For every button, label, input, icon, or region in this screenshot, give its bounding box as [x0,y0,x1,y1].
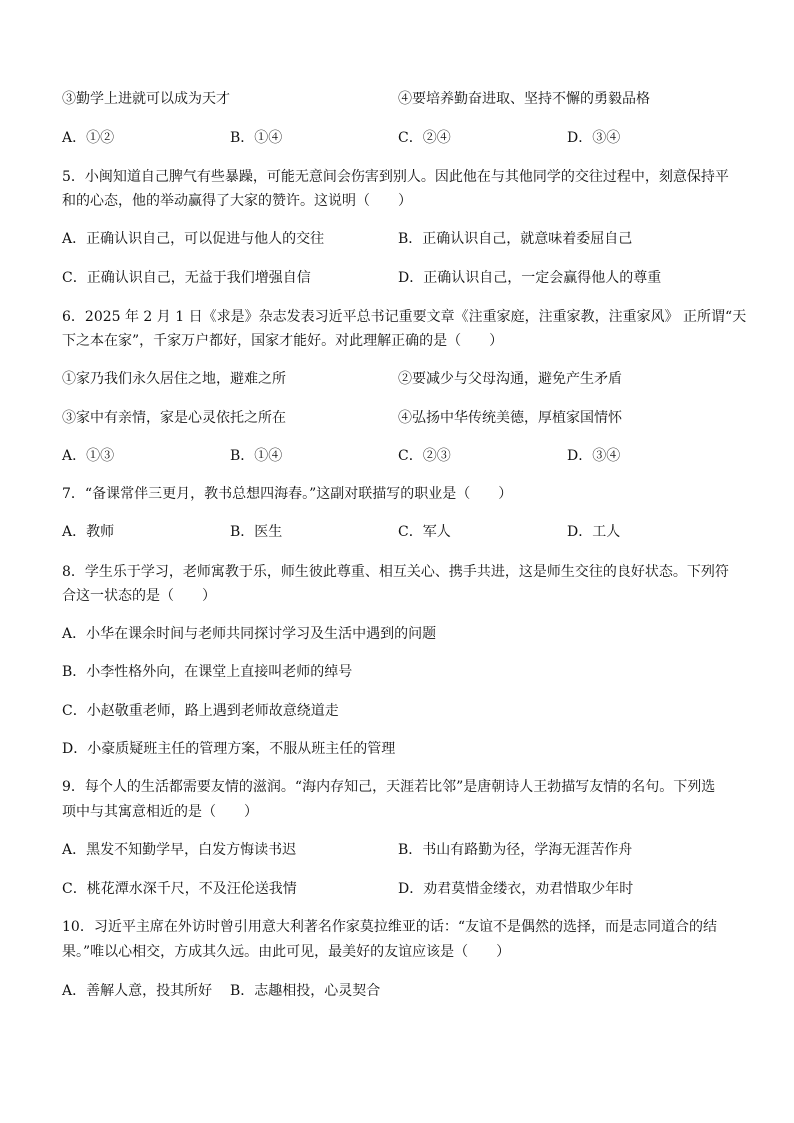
q6-option-3: ③家中有亲情，家是心灵依托之所在 [62,410,286,426]
q9-choice-b[interactable]: B．书山有路勤为径，学海无涯苦作舟 [398,842,633,858]
q7-choice-c[interactable]: C．军人 [398,524,451,540]
q5-stem-line-2: 和的心态，他的举动赢得了大家的赞许。这说明（ ） [62,193,412,209]
q4-choice-c[interactable]: C．②④ [398,130,451,146]
q6-choice-c[interactable]: C．②③ [398,448,451,464]
q4-choice-b[interactable]: B．①④ [230,130,283,146]
q7-choice-b[interactable]: B．医生 [230,524,283,540]
q6-choice-a[interactable]: A．①③ [62,448,115,464]
q10-stem-line-2: 果。”唯以心相交，方成其久远。由此可见，最美好的友谊应该是（ ） [62,944,511,960]
q4-option-4: ④要培养勤奋进取、坚持不懈的勇毅品格 [398,91,650,107]
q8-choice-b[interactable]: B．小李性格外向，在课堂上直接叫老师的绰号 [62,664,353,680]
q8-choice-d[interactable]: D．小豪质疑班主任的管理方案，不服从班主任的管理 [62,741,396,757]
q6-choices [62,446,742,466]
q5-choice-a[interactable]: A．正确认识自己，可以促进与他人的交往 [62,231,325,247]
q4-choices [62,128,742,148]
q7-choices [62,522,742,542]
q10-choice-a[interactable]: A．善解人意，投其所好 [62,983,213,999]
q4-options-row-2 [62,89,742,109]
q9-choices-row-2 [62,879,742,899]
q6-option-4: ④弘扬中华传统美德，厚植家国情怀 [398,410,622,426]
q5-stem-line-1: 5．小闽知道自己脾气有些暴躁，可能无意间会伤害到别人。因此他在与其他同学的交往过程中，刻意保持平 [62,169,729,185]
q8-choice-a[interactable]: A．小华在课余时间与老师共同探讨学习及生活中遇到的问题 [62,626,437,642]
q6-stem-line-2: 下之本在家”，千家万户都好，国家才能好。对此理解正确的是（ ） [62,333,504,349]
q6-options-row-2 [62,408,742,428]
q8-stem-line-2: 合这一状态的是（ ） [62,588,216,604]
q6-choice-b[interactable]: B．①④ [230,448,283,464]
q6-option-2: ②要减少与父母沟通，避免产生矛盾 [398,371,622,387]
q10-choice-b[interactable]: B．志趣相投，心灵契合 [230,983,381,999]
q6-options-row-1 [62,369,742,389]
q9-choices-row-1 [62,840,742,860]
q9-choice-d[interactable]: D．劝君莫惜金缕衣，劝君惜取少年时 [398,881,634,897]
q10-stem-line-1: 10．习近平主席在外访时曾引用意大利著名作家莫拉维亚的话：“友谊不是偶然的选择，而是志同道合的结 [62,919,717,935]
q10-choices [62,981,742,1001]
q8-stem-line-1: 8．学生乐于学习，老师寓教于乐，师生彼此尊重、相互关心、携手共进，这是师生交往的良好状态。下列符 [62,564,729,580]
q5-choices-row-1 [62,229,742,249]
q5-choices-row-2 [62,268,742,288]
q4-choice-d[interactable]: D．③④ [567,130,621,146]
q4-option-3: ③勤学上进就可以成为天才 [62,91,230,107]
q4-choice-a[interactable]: A．①② [62,130,115,146]
q7-choice-a[interactable]: A．教师 [62,524,115,540]
q5-choice-d[interactable]: D．正确认识自己，一定会赢得他人的尊重 [398,270,662,286]
q7-stem: 7．“备课常伴三更月，教书总想四海春。”这副对联描写的职业是（ ） [62,486,513,502]
q8-choice-c[interactable]: C．小赵敬重老师，路上遇到老师故意绕道走 [62,703,339,719]
q9-choice-c[interactable]: C．桃花潭水深千尺，不及汪伦送我情 [62,881,297,897]
q9-stem-line-2: 项中与其寓意相近的是（ ） [62,804,258,820]
q9-stem-line-1: 9．每个人的生活都需要友情的滋润。“海内存知己，天涯若比邻”是唐朝诗人王勃描写友情的名句。下列选 [62,779,716,795]
q6-choice-d[interactable]: D．③④ [567,448,621,464]
q6-option-1: ①家乃我们永久居住之地，避难之所 [62,371,286,387]
q5-choice-b[interactable]: B．正确认识自己，就意味着委屈自己 [398,231,633,247]
q6-stem-line-1: 6．2025 年 2 月 1 日《求是》杂志发表习近平总书记重要文章《注重家庭，注重家教，注重家风》 正所谓“天 [62,309,747,325]
q9-choice-a[interactable]: A．黑发不知勤学早，白发方悔读书迟 [62,842,297,858]
q5-choice-c[interactable]: C．正确认识自己，无益于我们增强自信 [62,270,311,286]
q7-choice-d[interactable]: D．工人 [567,524,621,540]
